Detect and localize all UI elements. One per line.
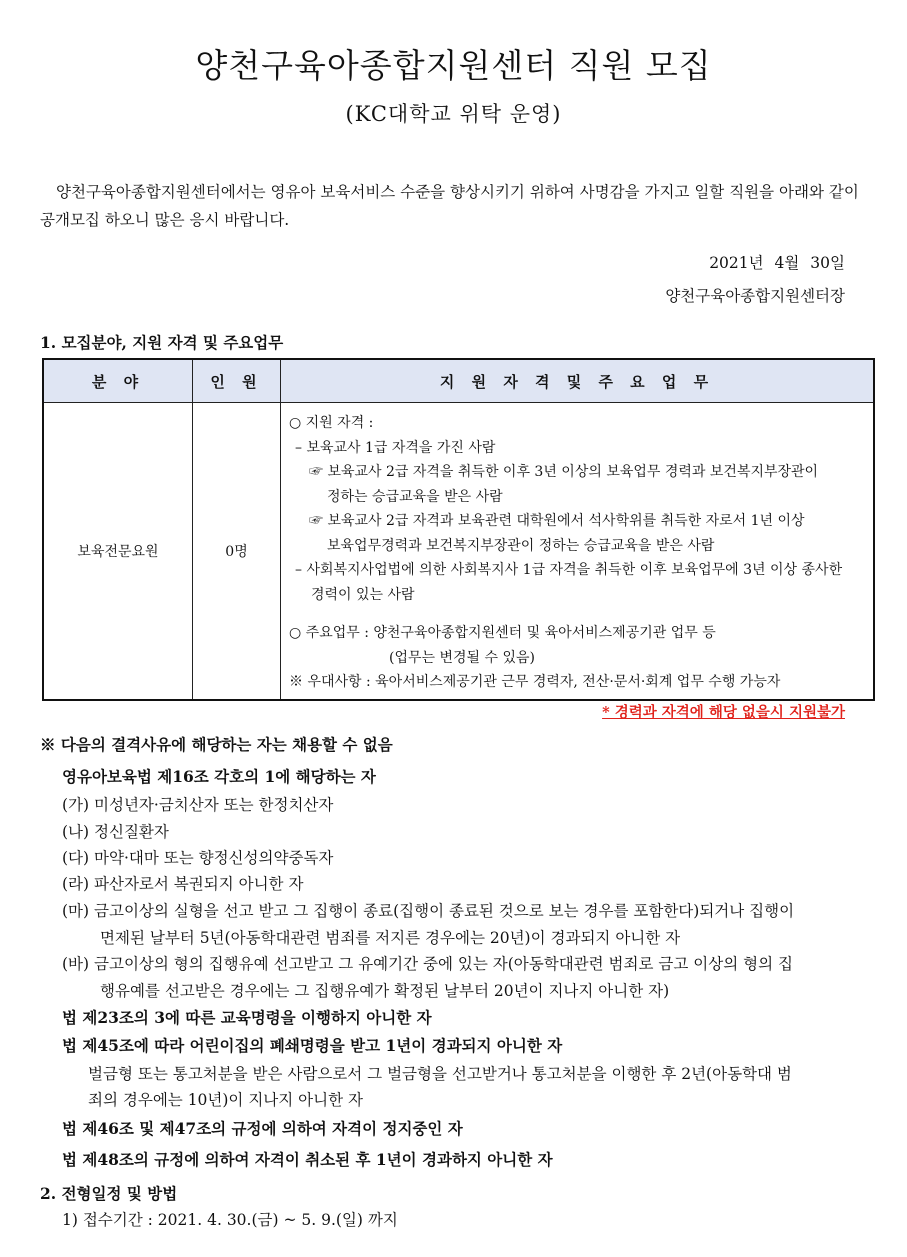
warning-note: * 경력과 자격에 해당 없을시 지원불가 — [602, 704, 845, 721]
disqualify-item: (마) 금고이상의 실형을 선고 받고 그 집행이 종료(집행이 종료된 것으로 보는 경우를 포함한다)되거나 집행이 — [62, 902, 795, 920]
recruitment-table — [42, 358, 875, 701]
disqualify-law: 법 제48조의 규정에 의하여 자격이 취소된 후 1년이 경과하지 아니한 자 — [62, 1150, 553, 1169]
disqualify-law: 법 제23조의 3에 따른 교육명령을 이행하지 아니한 자 — [62, 1008, 432, 1027]
duty-note: (업무는 변경될 수 있음) — [389, 649, 535, 666]
disqualify-law: 법 제45조에 따라 어린이집의 폐쇄명령을 받고 1년이 경과되지 아니한 자 — [62, 1036, 563, 1055]
page-title: 양천구육아종합지원센터 직원 모집 — [195, 46, 712, 85]
qual-line: ☞ 보육교사 2급 자격을 취득한 이후 3년 이상의 보육업무 경력과 보건복지부장관이 — [309, 464, 819, 480]
disqualify-item-cont: 죄의 경우에는 10년)이 지나지 아니한 자 — [88, 1091, 364, 1109]
section-2-title: 2. 전형일정 및 방법 — [40, 1184, 178, 1203]
qual-line: ☞ 보육교사 2급 자격과 보육관련 대학원에서 석사학위를 취득한 자로서 1년 이상 — [309, 513, 805, 529]
section-1-title: 1. 모집분야, 지원 자격 및 주요업무 — [40, 333, 284, 352]
count-cell: 0명 — [193, 403, 281, 700]
disqualify-item: (라) 파산자로서 복권되지 아니한 자 — [62, 875, 304, 893]
disqualify-item-cont: 행유예를 선고받은 경우에는 그 집행유예가 확정된 날부터 20년이 지나지 아니한 자) — [100, 982, 670, 1000]
header-qualification: 지 원 자 격 및 주 요 업 무 — [281, 359, 875, 403]
qual-line: 정하는 승급교육을 받은 사람 — [327, 488, 503, 505]
header-count: 인 원 — [193, 359, 281, 403]
disqualify-item: (나) 정신질환자 — [62, 823, 169, 841]
qual-title: ○ 지원 자격 : — [289, 415, 374, 431]
intro-paragraph: 양천구육아종합지원센터에서는 영유아 보육서비스 수준을 향상시키기 위하여 사명감을 가지고 일할 직원을 아래와 같이 공개모집 하오니 많은 응시 바랍니다. — [40, 183, 859, 229]
disqualify-heading: ※ 다음의 결격사유에 해당하는 자는 채용할 수 없음 — [40, 735, 393, 754]
table-header-row — [43, 359, 874, 403]
disqualify-law: 법 제46조 및 제47조의 규정에 의하여 자격이 정지중인 자 — [62, 1119, 463, 1138]
disqualify-item: (가) 미성년자·금치산자 또는 한정치산자 — [62, 796, 334, 814]
qual-line: 보육업무경력과 보건복지부장관이 정하는 승급교육을 받은 사람 — [327, 537, 715, 554]
field-cell: 보육전문요원 — [43, 403, 193, 700]
disqualify-item: (다) 마약·대마 또는 향정신성의약중독자 — [62, 849, 334, 867]
section-2-item: 1) 접수기간 : 2021. 4. 30.(금) ~ 5. 9.(일) 까지 — [62, 1211, 398, 1229]
notice-date: 2021년 4월 30일 — [709, 254, 845, 272]
page-subtitle: (KC대학교 위탁 운영) — [345, 102, 562, 126]
organization-name: 양천구육아종합지원센터장 — [665, 287, 845, 305]
qualification-cell — [281, 403, 875, 700]
qual-line: – 보육교사 1급 자격을 가진 사람 — [295, 439, 496, 456]
qual-line: – 사회복지사업법에 의한 사회복지사 1급 자격을 취득한 이후 보육업무에 3년 이상 종사한 — [295, 562, 843, 578]
disqualify-law: 영유아보육법 제16조 각호의 1에 해당하는 자 — [62, 767, 376, 786]
qual-line: 경력이 있는 사람 — [311, 586, 415, 603]
preference-line: ※ 우대사항 : 육아서비스제공기관 근무 경력자, 전산·문서·회계 업무 수행 가능자 — [289, 674, 781, 690]
disqualify-item-cont: 면제된 날부터 5년(아동학대관련 범죄를 저지른 경우에는 20년)이 경과되지 아니한 자 — [100, 929, 681, 947]
disqualify-item: (바) 금고이상의 형의 집행유예 선고받고 그 유예기간 중에 있는 자(아동학대관련 범죄로 금고 이상의 형의 집 — [62, 955, 793, 973]
table-row — [43, 403, 874, 700]
header-field: 분 야 — [43, 359, 193, 403]
disqualify-item-cont: 벌금형 또는 통고처분을 받은 사람으로서 그 벌금형을 선고받거나 통고처분을 이행한 후 2년(아동학대 범 — [88, 1065, 792, 1083]
duty-line: ○ 주요업무 : 양천구육아종합지원센터 및 육아서비스제공기관 업무 등 — [289, 625, 716, 641]
